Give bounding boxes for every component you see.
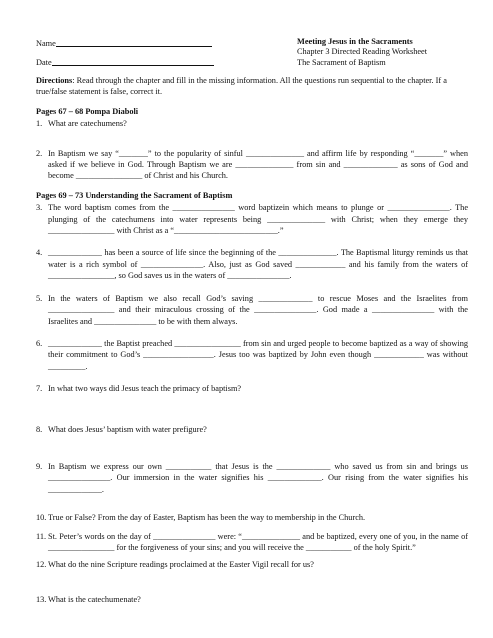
date-blank-line xyxy=(52,65,214,66)
question-number: 1. xyxy=(36,119,43,129)
question-text: In Baptism we express our own ___________ that Jesus is the _____________ who saved us from sin and brings us _______________. Our immersion in the water signifies his _____________. Our rising from the water signifies his _____________. xyxy=(48,461,468,494)
question-item xyxy=(36,247,468,281)
question-number: 9. xyxy=(36,461,43,471)
question-item xyxy=(36,512,468,523)
question-number: 4. xyxy=(36,248,43,258)
section-title: Pages 67 – 68 Pompa Diaboli xyxy=(36,106,139,116)
worksheet-body xyxy=(36,75,468,605)
question-text: What is the catechumenate? xyxy=(48,594,141,604)
question-item xyxy=(36,383,468,394)
worksheet-subtitle: Chapter 3 Directed Reading Worksheet xyxy=(297,47,428,57)
question-item xyxy=(36,118,468,129)
directions-text: : Read through the chapter and fill in the missing information. All the questions run sequential to the chapter. If a true/false statement is false, correct it. xyxy=(36,76,447,97)
question-item xyxy=(36,202,468,236)
question-text: _____________ the Baptist preached ________________ from sin and urged people to become baptized as a way of showing their commitment to God’s _________________. Jesus too was baptized by John even though ____________ was without _________. xyxy=(48,338,468,371)
question-item xyxy=(36,424,468,435)
name-label: Name xyxy=(36,38,56,48)
question-text: In what two ways did Jesus teach the primacy of baptism? xyxy=(48,384,242,394)
directions-label: Directions xyxy=(36,76,73,85)
name-blank-line xyxy=(56,46,212,47)
question-number: 6. xyxy=(36,338,43,348)
question-number: 7. xyxy=(36,384,43,394)
question-text: In Baptism we say “_______” to the popularity of sinful ______________ and affirm life by responding “_______” when asked if we believe in God. Through Baptism we are ______________ from sin and _____________ as sons of God and become ________________ of Christ and his Church. xyxy=(48,148,468,181)
question-text: The word baptism comes from the _______________ word baptizein which means to plunge or _______________. The plunging of the catechumens into water represents being ______________ with Christ; when they emerge they ________________ with Christ as a “_________________________.” xyxy=(48,203,468,236)
directions xyxy=(36,75,468,98)
question-text: What do the nine Scripture readings proclaimed at the Easter Vigil recall for us? xyxy=(48,560,314,570)
question-number: 13. xyxy=(36,594,47,604)
worksheet-topic: The Sacrament of Baptism xyxy=(297,57,386,67)
question-item xyxy=(36,293,468,327)
name-row xyxy=(36,38,276,49)
date-label: Date xyxy=(36,57,52,67)
question-item xyxy=(36,594,468,605)
date-row xyxy=(36,57,276,68)
question-item xyxy=(36,559,468,570)
question-number: 5. xyxy=(36,293,43,303)
question-item xyxy=(36,338,468,372)
section-title: Pages 69 – 73 Understanding the Sacrament of Baptism xyxy=(36,190,233,200)
question-item xyxy=(36,461,468,495)
question-number: 12. xyxy=(36,560,47,570)
question-number: 2. xyxy=(36,148,43,158)
worksheet-title-block xyxy=(297,37,477,68)
question-number: 10. xyxy=(36,513,47,523)
question-number: 11. xyxy=(36,531,47,541)
question-number: 8. xyxy=(36,424,43,434)
question-item xyxy=(36,148,468,182)
question-text: _____________ has been a source of life since the beginning of the ______________. The Baptismal liturgy reminds us that water is a rich symbol of _______________. Also, just as God saved ____________ and his family from the waters of ________________, so God saves us in the waters of _______________. xyxy=(48,248,468,281)
question-text: True or False? From the day of Easter, Baptism has been the way to membership in the Church. xyxy=(48,513,366,523)
question-text: What are catechumens? xyxy=(48,119,127,129)
worksheet-title: Meeting Jesus in the Sacraments xyxy=(297,37,413,46)
student-info-block xyxy=(36,38,276,68)
question-text: What does Jesus’ baptism with water prefigure? xyxy=(48,424,207,434)
question-item xyxy=(36,531,468,554)
question-text: St. Peter’s words on the day of _______________ were: “______________ and be baptized, every one of you, in the name of ________________ for the forgiveness of your sins; and you will receive the ___________ of the holy Spirit.” xyxy=(48,531,468,552)
question-text: In the waters of Baptism we also recall God’s saving _____________ to rescue Moses and the Israelites from ________________ and their miraculous crossing of the _______________. God made a _______________ with the Israelites and _______________ to be with them always. xyxy=(48,293,468,326)
question-number: 3. xyxy=(36,203,43,213)
